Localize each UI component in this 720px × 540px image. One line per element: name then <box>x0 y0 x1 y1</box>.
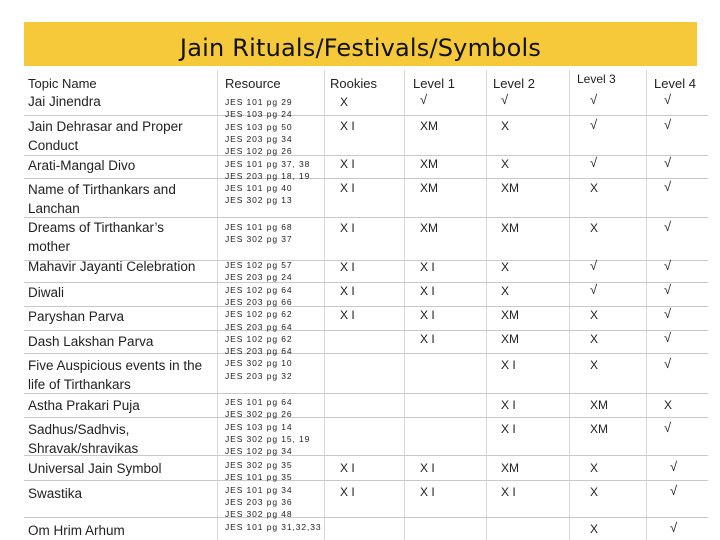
resource-ref: JES 101 pg 34 <box>225 484 293 495</box>
level-2-mark: X I <box>501 358 516 372</box>
level-2-mark: XM <box>501 221 519 235</box>
topic-name: Lanchan <box>28 201 80 216</box>
topic-name: mother <box>28 239 71 254</box>
header-topic-name: Topic Name <box>28 76 97 91</box>
topic-name: Om Hrim Arhum <box>28 523 125 538</box>
resource-ref: JES 302 pg 48 <box>225 509 293 520</box>
level-3-mark: X <box>590 221 599 235</box>
topic-name: Jai Jinendra <box>28 94 101 109</box>
level-1-mark: XM <box>420 119 438 133</box>
level-2-mark: X <box>501 284 510 298</box>
level-4-mark: √ <box>670 483 678 498</box>
resource-ref: JES 302 pg 35 <box>225 460 293 470</box>
page-title: Jain Rituals/Festivals/Symbols <box>179 34 542 62</box>
level-3-mark: √ <box>590 155 598 170</box>
topic-name: Five Auspicious events in the <box>28 358 203 373</box>
topic-name: Universal Jain Symbol <box>28 461 162 476</box>
level-2-mark: X <box>501 119 510 133</box>
column-divider <box>217 70 218 540</box>
level-3-mark: XM <box>590 422 608 436</box>
level-3-mark: X <box>590 522 599 536</box>
level-2-mark: X I <box>501 398 516 412</box>
resource-ref: JES 101 pg 37, 38 <box>225 158 311 169</box>
resource-ref: JES 203 pg 36 <box>225 496 293 507</box>
column-divider <box>646 70 647 540</box>
row-divider <box>24 353 708 354</box>
topic-name: life of Tirthankars <box>28 377 131 392</box>
row-divider <box>24 417 708 418</box>
topic-name: Name of Tirthankars and <box>28 182 176 197</box>
level-2-mark: XM <box>501 181 519 195</box>
resource-ref: JES 101 pg 68 <box>225 222 293 232</box>
level-3-mark: X <box>590 181 599 195</box>
level-4-mark: √ <box>664 179 672 194</box>
rookies-mark: X I <box>340 461 355 475</box>
level-4-mark: √ <box>664 155 672 170</box>
topic-name: Astha Prakari Puja <box>28 398 140 413</box>
level-2-mark: X I <box>501 485 516 499</box>
topic-name: Paryshan Parva <box>28 309 125 324</box>
rookies-mark: X I <box>340 181 355 195</box>
level-4-mark: √ <box>664 258 672 273</box>
header-level-1: Level 1 <box>413 76 455 91</box>
level-2-mark: XM <box>501 308 519 322</box>
row-divider <box>24 330 708 331</box>
resource-ref: JES 302 pg 37 <box>225 234 293 245</box>
resource-ref: JES 102 pg 62 <box>225 333 293 344</box>
resource-ref: JES 103 pg 50 <box>225 121 293 132</box>
row-divider <box>24 480 708 481</box>
topics-table <box>24 70 708 540</box>
resource-ref: JES 101 pg 35 <box>225 472 293 483</box>
topic-name: Swastika <box>28 486 83 501</box>
level-1-mark: XM <box>420 157 438 171</box>
resource-ref: JES 302 pg 15, 19 <box>225 433 311 444</box>
level-1-mark: √ <box>420 92 428 107</box>
rookies-mark: X I <box>340 221 355 235</box>
level-4-mark: √ <box>664 92 672 107</box>
header-resource: Resource <box>225 76 281 91</box>
topic-name: Conduct <box>28 138 79 153</box>
level-4-mark: √ <box>664 330 672 345</box>
level-3-mark: X <box>590 308 599 322</box>
level-3-mark: X <box>590 358 599 372</box>
row-divider <box>24 517 708 518</box>
level-4-mark: √ <box>664 356 672 371</box>
resource-ref: JES 203 pg 18, 19 <box>225 170 311 181</box>
resource-ref: JES 102 pg 34 <box>225 446 293 457</box>
level-3-mark: √ <box>590 258 598 273</box>
row-divider <box>24 306 708 307</box>
resource-ref: JES 203 pg 64 <box>225 346 293 357</box>
topic-name: Shravak/shravikas <box>28 441 139 456</box>
column-divider <box>324 70 325 540</box>
header-level-4: Level 4 <box>654 76 696 91</box>
rookies-mark: X I <box>340 284 355 298</box>
resource-ref: JES 101 pg 64 <box>225 397 293 407</box>
level-1-mark: XM <box>420 181 438 195</box>
level-3-mark: XM <box>590 398 608 412</box>
resource-ref: JES 103 pg 14 <box>225 421 293 432</box>
level-3-mark: X <box>590 461 599 475</box>
resource-ref: JES 102 pg 26 <box>225 146 293 157</box>
rookies-mark: X I <box>340 157 355 171</box>
level-2-mark: XM <box>501 332 519 346</box>
level-3-mark: X <box>590 332 599 346</box>
level-2-mark: √ <box>501 92 509 107</box>
topic-name: Diwali <box>28 285 65 300</box>
level-1-mark: X I <box>420 260 435 274</box>
resource-ref: JES 102 pg 64 <box>225 284 293 295</box>
level-4-mark: X <box>664 398 673 412</box>
level-1-mark: X I <box>420 284 435 298</box>
level-3-mark: √ <box>590 117 598 132</box>
topic-name: Mahavir Jayanti Celebration <box>28 259 196 274</box>
title-banner <box>24 22 697 66</box>
level-4-mark: √ <box>664 420 672 435</box>
resource-ref: JES 102 pg 57 <box>225 260 293 270</box>
resource-ref: JES 101 pg 40 <box>225 183 293 194</box>
row-divider <box>24 115 708 116</box>
resource-ref: JES 101 pg 31,32,33 <box>225 521 322 532</box>
level-4-mark: √ <box>664 282 672 297</box>
rookies-mark: X I <box>340 308 355 322</box>
topic-name: Dreams of Tirthankar’s <box>28 220 165 235</box>
level-4-mark: √ <box>670 459 678 474</box>
resource-ref: JES 302 pg 13 <box>225 195 293 206</box>
level-1-mark: X I <box>420 308 435 322</box>
level-4-mark: √ <box>664 117 672 132</box>
column-divider <box>486 70 487 540</box>
level-3-mark: √ <box>590 92 598 107</box>
level-2-mark: X <box>501 157 510 171</box>
row-divider <box>24 178 708 179</box>
topic-name: Sadhus/Sadhvis, <box>28 422 130 437</box>
column-divider <box>569 70 570 540</box>
level-4-mark: √ <box>664 306 672 321</box>
level-2-mark: X I <box>501 422 516 436</box>
level-1-mark: X I <box>420 332 435 346</box>
level-2-mark: X <box>501 260 510 274</box>
level-1-mark: X I <box>420 461 435 475</box>
row-divider <box>24 282 708 283</box>
level-4-mark: √ <box>664 219 672 234</box>
resource-ref: JES 203 pg 64 <box>225 321 293 332</box>
topic-name: Jain Dehrasar and Proper <box>28 119 183 134</box>
header-level-3: Level 3 <box>577 72 616 86</box>
rookies-mark: X <box>340 95 349 109</box>
header-level-2: Level 2 <box>493 76 535 91</box>
resource-ref: JES 102 pg 62 <box>225 309 293 320</box>
level-2-mark: XM <box>501 461 519 475</box>
level-4-mark: √ <box>670 520 678 535</box>
resource-ref: JES 203 pg 24 <box>225 272 293 283</box>
column-divider <box>404 70 405 540</box>
level-3-mark: √ <box>590 282 598 297</box>
resource-ref: JES 203 pg 66 <box>225 296 293 307</box>
level-1-mark: XM <box>420 221 438 235</box>
header-rookies: Rookies <box>330 76 377 91</box>
resource-ref: JES 203 pg 32 <box>225 370 293 381</box>
topic-name: Dash Lakshan Parva <box>28 334 154 349</box>
rookies-mark: X I <box>340 260 355 274</box>
resource-ref: JES 203 pg 34 <box>225 133 293 144</box>
level-3-mark: X <box>590 485 599 499</box>
resource-ref: JES 103 pg 24 <box>225 109 293 120</box>
level-1-mark: X I <box>420 485 435 499</box>
topic-name: Arati-Mangal Divo <box>28 158 136 173</box>
resource-ref: JES 302 pg 26 <box>225 409 293 420</box>
rookies-mark: X I <box>340 119 355 133</box>
rookies-mark: X I <box>340 485 355 499</box>
resource-ref: JES 101 pg 29 <box>225 97 293 107</box>
resource-ref: JES 302 pg 10 <box>225 358 293 369</box>
